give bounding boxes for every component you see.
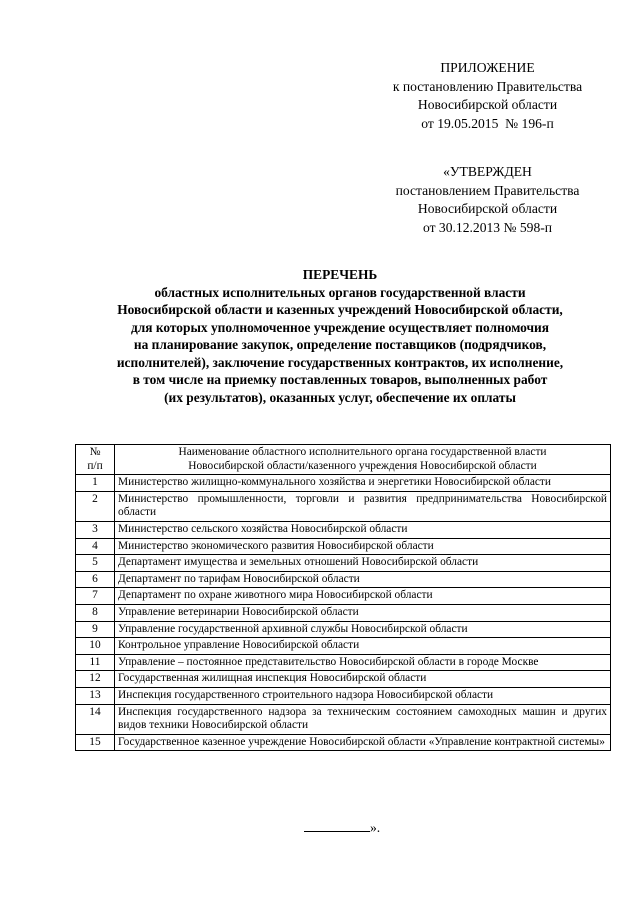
table-row — [76, 588, 611, 605]
table-row — [76, 638, 611, 655]
row-number: 2 — [76, 491, 115, 521]
heading-line: на планирование закупок, определение поставщиков (подрядчиков, — [133, 337, 547, 352]
heading-line: в том числе на приемку поставленных товаров, выполненных работ — [132, 372, 548, 387]
row-organization-name: Департамент по тарифам Новосибирской области — [115, 571, 611, 588]
row-organization-name: Контрольное управление Новосибирской области — [115, 638, 611, 655]
organizations-table — [75, 444, 611, 751]
approved-block — [355, 163, 620, 237]
appendix-date: от 19.05.2015 № 196-п — [421, 115, 554, 131]
table-header-row — [76, 445, 611, 475]
row-organization-name: Министерство экономического развития Новосибирской области — [115, 538, 611, 555]
header-number-cell: № п/п — [76, 445, 115, 475]
row-number: 11 — [76, 654, 115, 671]
closing-line — [304, 818, 380, 836]
row-number: 6 — [76, 571, 115, 588]
heading-line: для которых уполномоченное учреждение осуществляет полномочия — [130, 319, 550, 335]
closing-quote: ». — [370, 820, 381, 835]
table-row — [76, 654, 611, 671]
approved-line-1: постановлением Правительства — [395, 182, 580, 198]
row-number: 8 — [76, 604, 115, 621]
heading-title: ПЕРЕЧЕНЬ — [302, 267, 378, 282]
heading-line: (их результатов), оказанных услуг, обеспечение их оплаты — [164, 389, 516, 405]
table-row — [76, 604, 611, 621]
table-row — [76, 704, 611, 734]
row-number: 9 — [76, 621, 115, 638]
table-row — [76, 734, 611, 751]
row-number: 15 — [76, 734, 115, 751]
table-row — [76, 621, 611, 638]
row-organization-name: Управление – постоянное представительство Новосибирской области в городе Москве — [115, 654, 611, 671]
table-row — [76, 555, 611, 572]
approved-date: от 30.12.2013 № 598-п — [422, 219, 553, 235]
row-number: 14 — [76, 704, 115, 734]
row-organization-name: Департамент имущества и земельных отношений Новосибирской области — [115, 555, 611, 572]
table-row — [76, 687, 611, 704]
heading-line: Новосибирской области и казенных учреждений Новосибирской области, — [117, 302, 563, 317]
row-number: 3 — [76, 521, 115, 538]
table-row — [76, 521, 611, 538]
document-heading — [60, 266, 620, 406]
appendix-line-2: Новосибирской области — [417, 97, 558, 112]
table-row — [76, 475, 611, 492]
row-organization-name: Министерство сельского хозяйства Новосибирской области — [115, 521, 611, 538]
row-number: 13 — [76, 687, 115, 704]
heading-line: исполнителей), заключение государственных контрактов, их исполнение, — [116, 354, 564, 370]
header-name-cell: Наименование областного исполнительного органа государственной власти Новосибирской области/казенного учреждения Новосибирской области — [115, 445, 611, 475]
row-organization-name: Инспекция государственного строительного надзора Новосибирской области — [115, 687, 611, 704]
table-row — [76, 491, 611, 521]
row-organization-name: Министерство промышленности, торговли и развития предпринимательства Новосибирской области — [115, 491, 611, 521]
row-number: 12 — [76, 671, 115, 688]
row-organization-name: Управление государственной архивной службы Новосибирской области — [115, 621, 611, 638]
row-number: 1 — [76, 475, 115, 492]
table-row — [76, 671, 611, 688]
appendix-block — [360, 59, 615, 133]
table-row — [76, 571, 611, 588]
row-organization-name: Государственная жилищная инспекция Новосибирской области — [115, 671, 611, 688]
approved-title: «УТВЕРЖДЕН — [443, 164, 532, 179]
row-organization-name: Инспекция государственного надзора за техническим состоянием самоходных машин и других видов техники Новосибирской области — [115, 704, 611, 734]
row-number: 5 — [76, 555, 115, 572]
table-row — [76, 538, 611, 555]
row-organization-name: Министерство жилищно-коммунального хозяйства и энергетики Новосибирской области — [115, 475, 611, 492]
row-number: 4 — [76, 538, 115, 555]
row-organization-name: Управление ветеринарии Новосибирской области — [115, 604, 611, 621]
appendix-line-1: к постановлению Правительства — [392, 78, 583, 94]
row-number: 10 — [76, 638, 115, 655]
row-number: 7 — [76, 588, 115, 605]
heading-line: областных исполнительных органов государственной власти — [154, 284, 526, 300]
row-organization-name: Государственное казенное учреждение Новосибирской области «Управление контрактной системы» — [115, 734, 611, 751]
approved-line-2: Новосибирской области — [417, 201, 558, 216]
closing-underline — [304, 818, 370, 832]
appendix-title: ПРИЛОЖЕНИЕ — [440, 60, 535, 75]
row-organization-name: Департамент по охране животного мира Новосибирской области — [115, 588, 611, 605]
